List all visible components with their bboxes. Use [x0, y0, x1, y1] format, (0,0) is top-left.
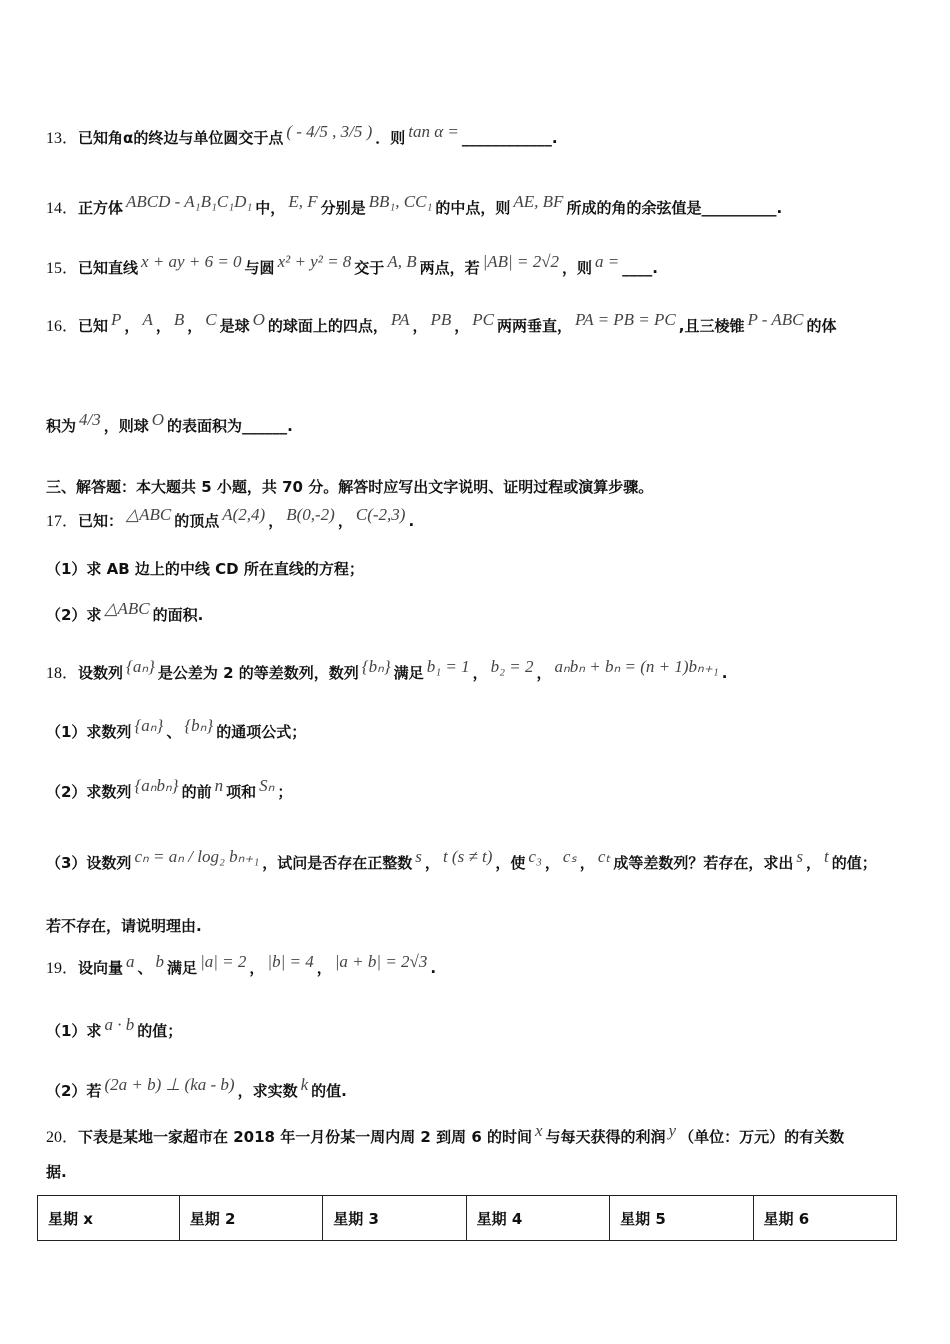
question-text: ， [579, 854, 595, 872]
question-text: ，求实数 [237, 1082, 298, 1100]
math-expression: n [214, 776, 224, 795]
question-number: 16． [46, 318, 79, 335]
math-expression: C(-2,3) [355, 505, 406, 524]
math-expression: {bₙ} [184, 716, 214, 735]
math-expression: △ABC [126, 505, 172, 524]
math-expression: |a| = 2 [200, 952, 247, 971]
math-expression: PA [390, 310, 410, 329]
math-expression: A(2,4) [222, 505, 266, 524]
question-text: 已知直线 [78, 259, 139, 277]
text-line [46, 776, 293, 802]
text-line [46, 192, 783, 219]
question-text: （1）求数列 [46, 723, 132, 741]
question-text: ，试问是否存在正整数 [262, 854, 413, 872]
question-text: 的体 [806, 317, 837, 335]
math-expression: AE, BF [513, 192, 564, 211]
question-text: 据. [46, 1163, 67, 1181]
question-text: （2）若 [46, 1082, 102, 1100]
question-text: ， [536, 664, 552, 682]
table-cell: 星期 6 [753, 1196, 896, 1241]
text-line [46, 1015, 183, 1041]
text-line [46, 310, 837, 337]
question-text: （单位：万元）的有关数 [679, 1128, 845, 1146]
math-expression: △ABC [104, 599, 150, 618]
text-line [46, 599, 204, 625]
question-number: 20． [46, 1129, 79, 1146]
math-expression: BB₁, CC₁ [368, 192, 433, 211]
math-expression: (2a + b) ⊥ (ka - b) [104, 1075, 235, 1094]
question-text: 与圆 [244, 259, 275, 277]
text-line [46, 559, 364, 579]
math-expression: k [300, 1075, 309, 1094]
text-line [46, 410, 293, 436]
math-expression: {aₙbₙ} [134, 776, 179, 795]
question-text: （2）求 [46, 606, 102, 624]
question-text: 分别是 [320, 199, 366, 217]
math-expression: y [668, 1121, 677, 1140]
math-expression: x + ay + 6 = 0 [141, 252, 242, 271]
math-expression: {aₙ} [126, 657, 155, 676]
table-cell: 星期 2 [179, 1196, 322, 1241]
question-text: ，则 [562, 259, 593, 277]
question-text: 设向量 [78, 959, 124, 977]
math-expression: b [155, 952, 165, 971]
question-text: （2）求数列 [46, 783, 132, 801]
math-expression: cₙ = aₙ / log₂ bₙ₊₁ [134, 847, 260, 866]
question-text: ， [454, 317, 470, 335]
question-text: 的球面上的四点， [267, 317, 388, 335]
question-text: 三、解答题：本大题共 5 小题，共 70 分。解答时应写出文字说明、证明过程或演算步骤。 [46, 478, 654, 496]
question-text: ,且三棱锥 [678, 317, 745, 335]
question-text: 是球 [219, 317, 250, 335]
question-text: . [551, 129, 558, 147]
text-line [46, 657, 728, 684]
math-expression: a [126, 952, 135, 971]
question-text: 满足 [167, 959, 198, 977]
math-expression: cₜ [597, 847, 611, 866]
answer-blank: __________ [701, 199, 777, 217]
question-text: 项和 [226, 783, 257, 801]
text-line [46, 1075, 347, 1101]
question-text: ，使 [495, 854, 526, 872]
question-text: ， [806, 854, 822, 872]
question-text: ， [249, 959, 265, 977]
question-text: . [652, 259, 658, 277]
math-expression: O [252, 310, 265, 329]
question-text: 满足 [393, 664, 424, 682]
question-text: ， [187, 317, 203, 335]
math-expression: B(0,-2) [286, 505, 335, 524]
question-text: 是公差为 2 的等差数列，数列 [157, 664, 359, 682]
math-expression: b₂ = 2 [490, 657, 534, 676]
data-table [37, 1195, 897, 1241]
math-expression: {aₙ} [134, 716, 164, 735]
math-expression: PC [472, 310, 495, 329]
question-text: ， [544, 854, 560, 872]
math-expression: A [142, 310, 153, 329]
question-text: 的表面积为 [167, 417, 243, 435]
math-expression: aₙbₙ + bₙ = (n + 1)bₙ₊₁ [554, 657, 719, 676]
math-expression: O [151, 410, 165, 429]
question-text: . [430, 959, 437, 977]
question-text: ， [337, 512, 353, 530]
question-text: 中， [255, 199, 286, 217]
text-line [46, 477, 653, 497]
question-text: ， [155, 317, 171, 335]
math-expression: tan α = [408, 122, 459, 141]
math-expression: ABCD - A₁B₁C₁D₁ [126, 192, 253, 211]
math-expression: E, F [288, 192, 318, 211]
question-text: ， [412, 317, 428, 335]
text-line [46, 716, 307, 742]
question-number: 19． [46, 960, 79, 977]
math-expression: |a + b| = 2√3 [334, 952, 428, 971]
question-text: 的顶点 [174, 512, 220, 530]
question-text: ， [124, 317, 140, 335]
question-text: （1）求 AB 边上的中线 CD 所在直线的方程； [46, 560, 364, 578]
question-text: 两点，若 [419, 259, 480, 277]
math-expression: |AB| = 2√2 [482, 252, 560, 271]
question-text: 、 [137, 959, 153, 977]
question-text: 已知 [78, 317, 109, 335]
question-text: 已知： [78, 512, 124, 530]
text-line [46, 847, 877, 873]
math-expression: {bₙ} [361, 657, 391, 676]
math-expression: x² + y² = 8 [277, 252, 352, 271]
math-expression: B [173, 310, 185, 329]
question-number: 14． [46, 200, 79, 217]
question-text: ，则球 [103, 417, 149, 435]
question-text: （1）求 [46, 1022, 102, 1040]
question-text: ， [316, 959, 332, 977]
answer-blank: ______ [242, 417, 288, 435]
question-text: ．则 [375, 129, 406, 147]
table-cell: 星期 3 [323, 1196, 466, 1241]
math-expression: PA = PB = PC [575, 310, 676, 329]
math-expression: A, B [387, 252, 417, 271]
question-text: （3）设数列 [46, 854, 132, 872]
question-text: 成等差数列？若存在，求出 [613, 854, 794, 872]
math-expression: Sₙ [259, 776, 275, 795]
question-number: 17． [46, 513, 79, 530]
question-text: 两两垂直， [497, 317, 573, 335]
question-text: 的值； [831, 854, 877, 872]
table-cell: 星期 x [38, 1196, 180, 1241]
math-expression: |b| = 4 [267, 952, 314, 971]
text-line [46, 252, 658, 279]
question-text: 与每天获得的利润 [545, 1128, 666, 1146]
math-expression: a = [595, 252, 620, 271]
math-expression: cₛ [562, 847, 577, 866]
question-text: ， [424, 854, 440, 872]
question-text: 的前 [181, 783, 212, 801]
math-expression: b₁ = 1 [426, 657, 470, 676]
text-line [46, 952, 437, 979]
table-cell: 星期 4 [466, 1196, 609, 1241]
table-row [38, 1196, 897, 1241]
question-text: 已知角α的终边与单位圆交于点 [78, 129, 284, 147]
question-text: 设数列 [78, 664, 124, 682]
question-text: 的值； [137, 1022, 183, 1040]
math-expression: c₃ [528, 847, 542, 866]
math-expression: s [796, 847, 804, 866]
math-expression: x [534, 1121, 543, 1140]
question-text: 的中点，则 [435, 199, 511, 217]
math-expression: ( - 4/5 , 3/5 ) [286, 122, 373, 141]
question-text: 的面积. [152, 606, 204, 624]
question-text: 若不存在，请说明理由. [46, 917, 202, 935]
text-line [46, 1162, 67, 1182]
table-cell: 星期 5 [610, 1196, 753, 1241]
question-number: 15． [46, 260, 79, 277]
question-text: 的值. [311, 1082, 347, 1100]
question-text: ， [472, 664, 488, 682]
text-line [46, 916, 202, 936]
question-text: ； [277, 783, 293, 801]
answer-blank: ____________ [461, 129, 552, 147]
math-expression: C [205, 310, 217, 329]
question-number: 18． [46, 665, 79, 682]
question-text: . [408, 512, 415, 530]
math-expression: s [415, 847, 422, 866]
math-expression: 4/3 [79, 410, 101, 429]
math-expression: t [824, 847, 829, 866]
text-line [46, 122, 558, 149]
text-line [46, 1121, 845, 1148]
answer-blank: ____ [622, 259, 653, 277]
math-expression: P - ABC [747, 310, 804, 329]
question-text: 所成的角的余弦值是 [566, 199, 702, 217]
question-text: 交于 [354, 259, 385, 277]
math-expression: PB [430, 310, 452, 329]
question-text: 正方体 [78, 199, 124, 217]
question-text: ， [268, 512, 284, 530]
text-line [46, 505, 415, 532]
question-text: 的通项公式； [216, 723, 307, 741]
question-number: 13． [46, 130, 79, 147]
math-expression: P [111, 310, 122, 329]
question-text: 积为 [46, 417, 77, 435]
question-text: 下表是某地一家超市在 2018 年一月份某一周内周 2 到周 6 的时间 [78, 1128, 532, 1146]
question-text: . [287, 417, 293, 435]
math-expression: a · b [104, 1015, 135, 1034]
math-expression: t (s ≠ t) [442, 847, 493, 866]
question-text: 、 [166, 723, 182, 741]
question-text: . [776, 199, 783, 217]
question-text: . [721, 664, 728, 682]
